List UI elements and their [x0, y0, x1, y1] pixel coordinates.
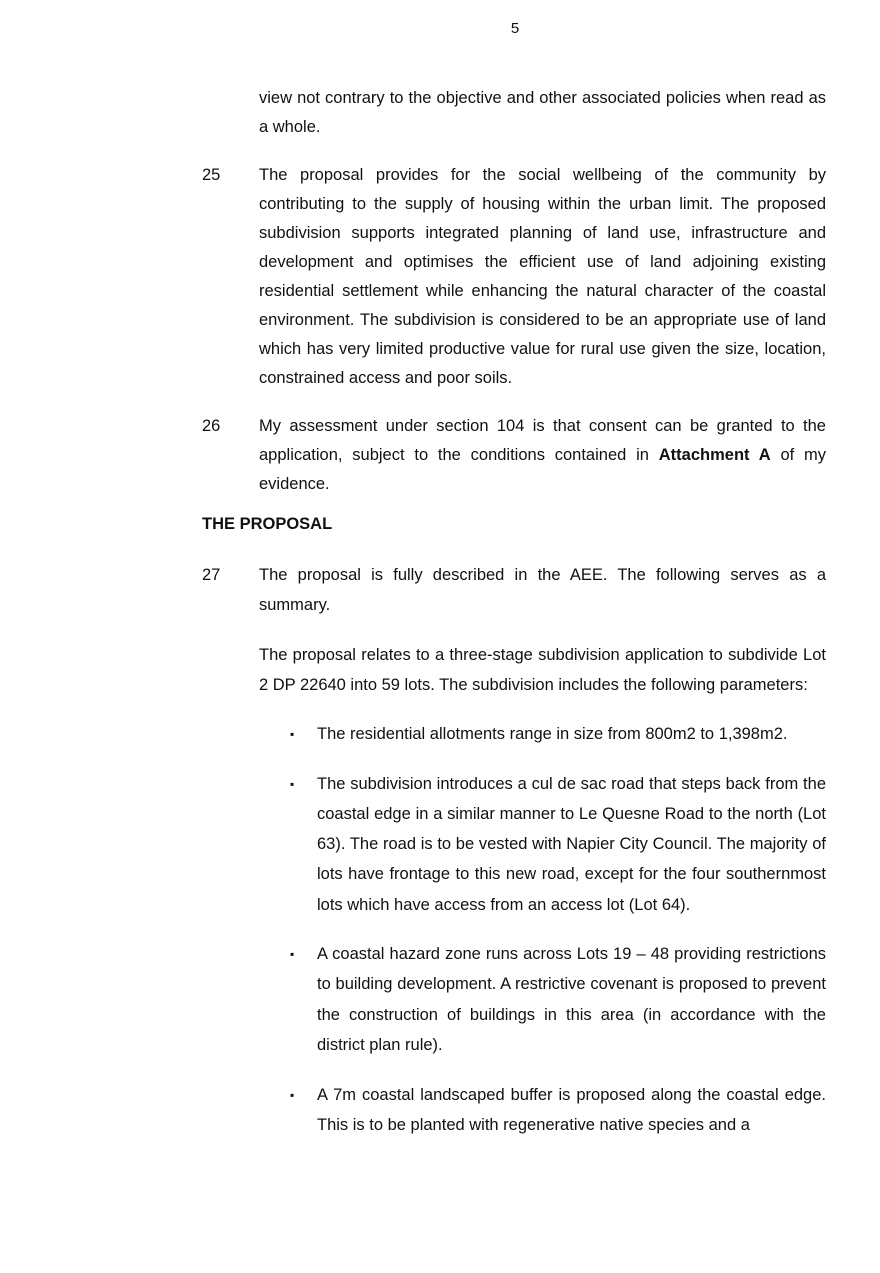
paragraph-text-part: of my evidence. — [259, 446, 826, 493]
list-item-text: A coastal hazard zone runs across Lots 19 – 48 providing restrictions to building development. A restrictive covenant is proposed to prevent the construction of buildings in this area (in accordance with the district plan rule). — [317, 945, 826, 1054]
bullet-icon: ▪ — [290, 727, 295, 741]
intro-text: The proposal relates to a three-stage subdivision application to subdivide Lot 2 DP 22640 into 59 lots. The subdivision includes the following parameters: — [259, 646, 826, 694]
paragraph-number: 25 — [202, 166, 221, 184]
bullet-icon: ▪ — [290, 1087, 295, 1102]
paragraph-text: The proposal provides for the social wellbeing of the community by contributing to the supply of housing within the urban limit. The proposed subdivision supports integrated planning of land use, infrastructure and development and optimises the efficient use of land adjoining existing residential settlement while enhancing the natural character of the coastal environment. The subdivision is considered to be an appropriate use of land which has very limited productive value for rural use given the size, location, constrained access and poor soils. — [259, 166, 826, 387]
list-item — [290, 719, 826, 749]
bullet-icon: ▪ — [290, 947, 295, 962]
paragraph-number: 27 — [202, 566, 221, 584]
paragraph-number: 26 — [202, 417, 221, 435]
paragraph-26 — [0, 412, 880, 499]
list-item — [290, 939, 826, 1060]
bullet-icon: ▪ — [290, 776, 295, 791]
continuation-paragraph — [0, 84, 880, 142]
list-item — [290, 1080, 826, 1140]
paragraph-text-part: My assessment under section 104 is that consent can be granted to the application, subject to the conditions contained in — [259, 417, 826, 464]
paragraph-text — [259, 412, 826, 499]
document-page — [0, 84, 880, 1140]
list-item — [290, 769, 826, 920]
attachment-reference: Attachment A — [658, 446, 771, 464]
intro-paragraph — [0, 640, 880, 700]
list-item-text: The subdivision introduces a cul de sac road that steps back from the coastal edge in a similar manner to Le Quesne Road to the north (Lot 63). The road is to be vested with Napier City Council. The majority of lots have frontage to this new road, except for the four southernmost lots which have access from an access lot (Lot 64). — [317, 774, 826, 914]
paragraph-25 — [0, 161, 880, 393]
parameter-list — [0, 719, 880, 1140]
continuation-text: view not contrary to the objective and other associated policies when read as a whole. — [259, 89, 826, 136]
list-item-text: A 7m coastal landscaped buffer is proposed along the coastal edge. This is to be planted with regenerative native species and a — [317, 1085, 826, 1134]
paragraph-27 — [0, 560, 880, 620]
page-number: 5 — [510, 20, 520, 37]
section-heading: THE PROPOSAL — [202, 515, 333, 533]
paragraph-text: The proposal is fully described in the AEE. The following serves as a summary. — [259, 566, 826, 614]
list-item-text: The residential allotments range in size from 800m2 to 1,398m2. — [317, 725, 788, 743]
